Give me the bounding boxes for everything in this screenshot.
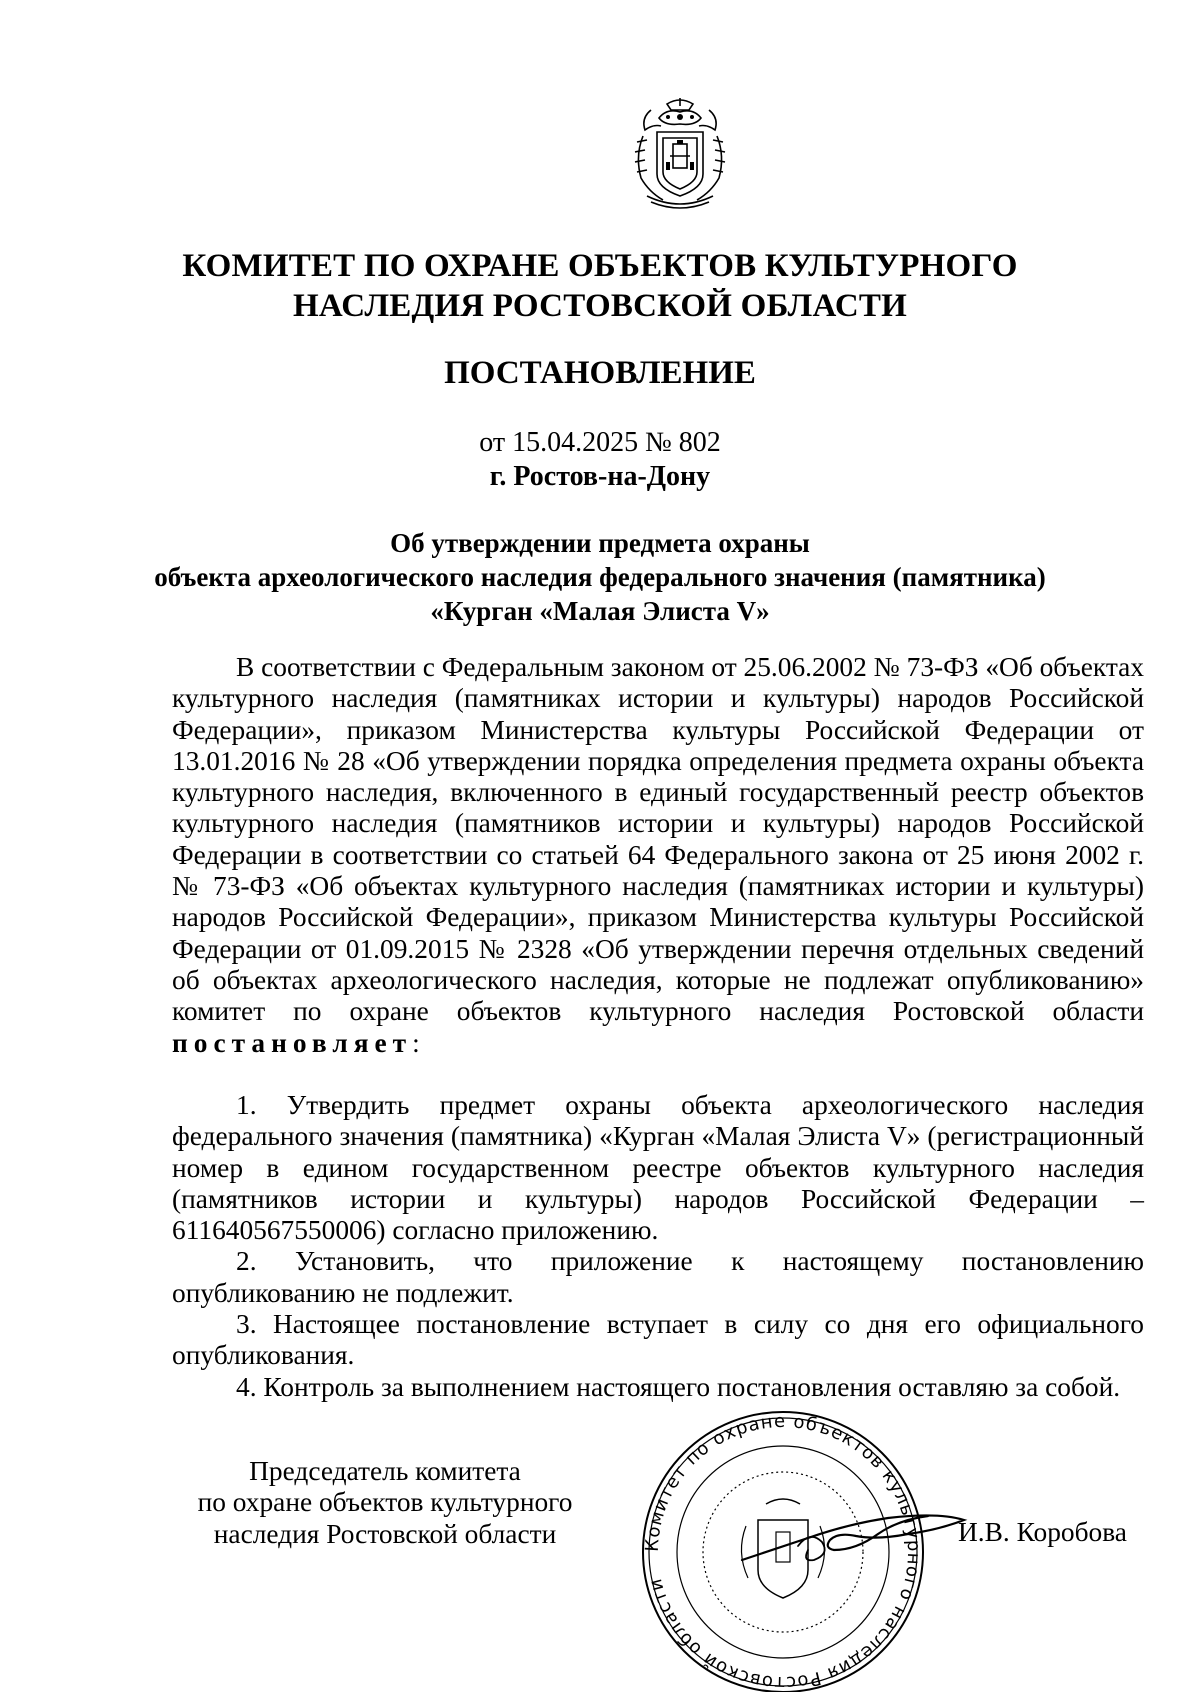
signer-name: И.В. Коробова — [958, 1517, 1127, 1547]
handwritten-signature-icon — [738, 1490, 970, 1580]
decree-word: постановляет — [172, 1027, 413, 1058]
organization-title — [0, 246, 1200, 326]
decree-item-4: 4. Контроль за выполнением настоящего постановления оставляю за собой. — [236, 1371, 1121, 1402]
document-subject — [100, 526, 1100, 628]
signer-title-line-2: по охране объектов культурного — [197, 1487, 573, 1518]
signer-title — [160, 1456, 610, 1550]
preamble-paragraph — [172, 652, 1144, 1059]
subject-line-2: объекта археологического наследия федерального значения (памятника) — [154, 562, 1046, 592]
decree-item-1: 1. Утвердить предмет охраны объекта археологического наследия федерального значения (памятника) «Курган «Малая Элиста V» (регистрационный номер в едином государственном реестре объектов культурного наследия (памятников истории и культуры) народов Российской Федерации – 611640567550006) согласно приложению. — [172, 1090, 1144, 1246]
preamble-colon: : — [412, 1027, 420, 1058]
preamble-text: В соответствии с Федеральным законом от 25.06.2002 № 73-ФЗ «Об объектах культурного наследия (памятниках истории и культуры) народов Российской Федерации», приказом Министерства культуры Российской Федерации от 13.01.2016 № 28 «Об утверждении порядка определения предмета охраны объекта культурного наследия, включенного в единый государственный реестр объектов культурного наследия (памятников истории и культуры) народов Российской Федерации в соответствии со статьей 64 Федерального закона от 25 июня 2002 г. № 73-ФЗ «Об объектах культурного наследия (памятниках истории и культуры) народов Российской Федерации», приказом Министерства культуры Российской Федерации от 01.09.2015 № 2328 «Об утверждении перечня отдельных сведений об объектах археологического наследия, которые не подлежат опубликованию» комитет по охране объектов культурного наследия Ростовской области — [172, 652, 1144, 1027]
document-date-number: от 15.04.2025 № 802 — [479, 427, 721, 458]
document-type: ПОСТАНОВЛЕНИЕ — [444, 355, 756, 391]
decree-item-3: 3. Настоящее постановление вступает в силу со дня его официального опубликования. — [172, 1309, 1144, 1371]
subject-line-3: «Курган «Малая Элиста V» — [430, 596, 770, 626]
organization-title-line-1: КОМИТЕТ ПО ОХРАНЕ ОБЪЕКТОВ КУЛЬТУРНОГО — [182, 248, 1018, 284]
signer-title-line-3: наследия Ростовской области — [213, 1518, 557, 1549]
decree-items — [172, 1090, 1144, 1403]
seal-text: Комитет по охране объектов культурного наследия Ростовской области — [641, 1410, 925, 1692]
subject-line-1: Об утверждении предмета охраны — [390, 528, 810, 558]
signer-title-line-1: Председатель комитета — [249, 1456, 521, 1486]
decree-item-2: 2. Установить, что приложение к настоящему постановлению опубликованию не подлежит. — [172, 1246, 1144, 1308]
document-city: г. Ростов-на-Дону — [489, 461, 711, 492]
coat-of-arms-icon — [623, 96, 737, 212]
organization-title-line-2: НАСЛЕДИЯ РОСТОВСКОЙ ОБЛАСТИ — [293, 288, 907, 324]
preamble — [172, 652, 1144, 1059]
